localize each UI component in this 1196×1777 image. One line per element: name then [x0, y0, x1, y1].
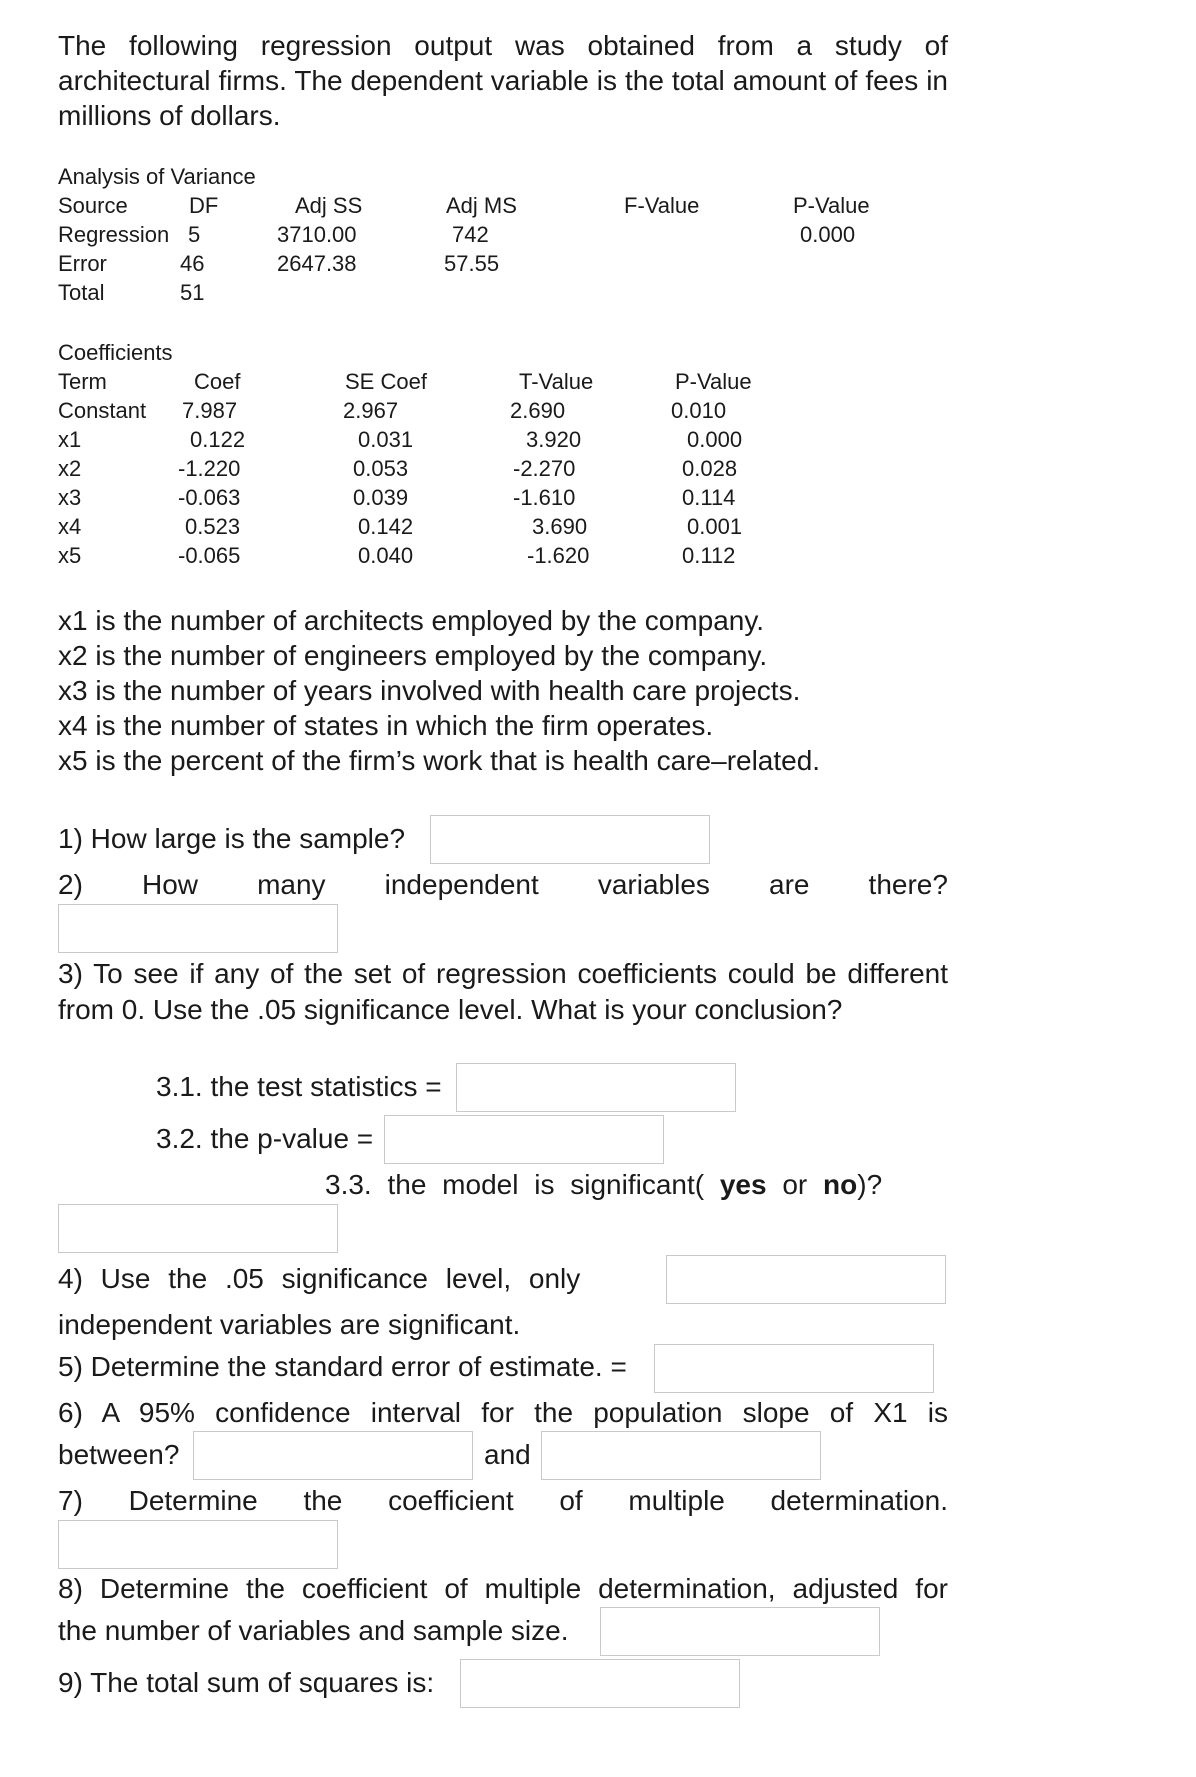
q7-word: determination. [770, 1485, 948, 1516]
answer-box-q3-2[interactable] [384, 1115, 664, 1164]
coef-row-t: 3.690 [532, 514, 588, 539]
anova-row-ss: 2647.38 [277, 251, 357, 276]
q2-word: independent [384, 869, 539, 900]
coef-row-coef: -0.063 [178, 485, 241, 510]
coef-row-coef: 7.987 [182, 398, 238, 423]
anova-title: Analysis of Variance [58, 164, 256, 189]
coef-row-p: 0.001 [687, 514, 743, 539]
q3-3-text: 3.3. the model is significant( [325, 1169, 705, 1200]
question-4-label [58, 1262, 640, 1296]
anova-row-source: Error [58, 251, 107, 276]
question-8-label: 8) Determine the coefficient of multiple determination, adjusted for [58, 1573, 948, 1604]
q2-word: 2) [58, 869, 83, 900]
anova-header-pvalue: P-Value [793, 193, 870, 218]
coef-row-p: 0.000 [687, 427, 743, 452]
coef-row-t: 2.690 [510, 398, 566, 423]
coef-row-t: 3.920 [526, 427, 582, 452]
anova-row-source: Total [58, 280, 105, 305]
coef-header-coef: Coef [194, 369, 241, 394]
answer-box-q1[interactable] [430, 815, 710, 864]
answer-box-q3-3[interactable] [58, 1204, 338, 1253]
question-3-2-label: 3.2. the p-value = [156, 1123, 374, 1154]
question-8-continuation: the number of variables and sample size. [58, 1615, 569, 1646]
question-4-continuation: independent variables are significant. [58, 1309, 521, 1340]
definition-line: x5 is the percent of the firm’s work that is health care–related. [58, 745, 821, 776]
anova-row-ms: 742 [452, 222, 489, 247]
coef-row-p: 0.114 [682, 485, 736, 510]
anova-row-source: Regression [58, 222, 170, 247]
anova-header-source: Source [58, 193, 128, 218]
definition-line: x2 is the number of engineers employed by the company. [58, 640, 768, 671]
question-2-label [58, 868, 948, 902]
coef-row-term: x5 [58, 543, 82, 568]
anova-header-adjms: Adj MS [446, 193, 517, 218]
q7-word: Determine [128, 1485, 258, 1516]
coef-row-term: x2 [58, 456, 82, 481]
question-3-1-label: 3.1. the test statistics = [156, 1071, 442, 1102]
answer-box-q4[interactable] [666, 1255, 946, 1304]
anova-header-fvalue: F-Value [624, 193, 700, 218]
anova-row-ms: 57.55 [444, 251, 500, 276]
definition-line: x4 is the number of states in which the firm operates. [58, 710, 714, 741]
q7-word: the [303, 1485, 343, 1516]
coef-row-term: Constant [58, 398, 147, 423]
coef-row-p: 0.010 [671, 398, 727, 423]
anova-header-adjss: Adj SS [295, 193, 363, 218]
anova-row-ss: 3710.00 [277, 222, 357, 247]
coef-row-term: x1 [58, 427, 82, 452]
q3-3-or: or [782, 1169, 808, 1200]
answer-box-q7[interactable] [58, 1520, 338, 1569]
definition-line: x1 is the number of architects employed by the company. [58, 605, 765, 636]
coef-row-p: 0.112 [682, 543, 736, 568]
answer-box-q8[interactable] [600, 1607, 880, 1656]
coef-header-secoef: SE Coef [345, 369, 427, 394]
q2-word: are [769, 869, 810, 900]
anova-row-df: 51 [180, 280, 205, 305]
coef-row-t: -1.610 [513, 485, 576, 510]
coef-row-coef: 0.523 [185, 514, 241, 539]
q7-word: coefficient [388, 1485, 514, 1516]
coef-header-term: Term [58, 369, 107, 394]
q2-word: many [257, 869, 326, 900]
question-1-label: 1) How large is the sample? [58, 823, 406, 854]
coef-row-se: 0.053 [353, 456, 409, 481]
question-9-label: 9) The total sum of squares is: [58, 1667, 435, 1698]
coef-row-coef: -1.220 [178, 456, 241, 481]
q2-word: variables [597, 869, 710, 900]
answer-box-q3-1[interactable] [456, 1063, 736, 1112]
intro-text: The following regression output was obtained from a study of architectural firms. The dependent variable is the total amount of fees in millions of dollars. [58, 30, 948, 131]
coef-row-t: -2.270 [513, 456, 576, 481]
coef-row-se: 0.031 [358, 427, 414, 452]
anova-row-df: 5 [188, 222, 201, 247]
answer-box-q6-upper[interactable] [541, 1431, 821, 1480]
coef-row-coef: -0.065 [178, 543, 241, 568]
coef-header-tvalue: T-Value [519, 369, 594, 394]
q7-word: of [559, 1485, 583, 1516]
q2-word: How [141, 869, 198, 900]
q3-3-yes: yes [719, 1169, 767, 1200]
q3-3-no: no [823, 1169, 858, 1200]
coef-row-se: 0.039 [353, 485, 409, 510]
q7-word: 7) [58, 1485, 83, 1516]
question-6-between: between? [58, 1439, 180, 1470]
answer-box-q2[interactable] [58, 904, 338, 953]
definition-line: x3 is the number of years involved with health care projects. [58, 675, 801, 706]
coef-row-se: 2.967 [343, 398, 399, 423]
question-3-3-label [325, 1168, 882, 1202]
question-6-label: 6) A 95% confidence interval for the population slope of X1 is [58, 1397, 948, 1428]
answer-box-q5[interactable] [654, 1344, 934, 1393]
answer-box-q9[interactable] [460, 1659, 740, 1708]
q2-word: there? [868, 869, 948, 900]
q3-3-end: )? [857, 1169, 883, 1200]
coef-row-se: 0.142 [358, 514, 414, 539]
coef-row-term: x3 [58, 485, 82, 510]
question-6-and: and [484, 1439, 531, 1470]
q4-text: 4) Use the .05 significance level, only [58, 1263, 581, 1294]
anova-row-df: 46 [180, 251, 205, 276]
coef-title: Coefficients [58, 340, 173, 365]
anova-header-df: DF [189, 193, 219, 218]
anova-row-p: 0.000 [800, 222, 856, 247]
coef-header-pvalue: P-Value [675, 369, 752, 394]
coef-row-se: 0.040 [358, 543, 414, 568]
coef-row-coef: 0.122 [190, 427, 246, 452]
coef-row-term: x4 [58, 514, 82, 539]
answer-box-q6-lower[interactable] [193, 1431, 473, 1480]
question-5-label: 5) Determine the standard error of estimate. = [58, 1351, 627, 1382]
coef-row-t: -1.620 [527, 543, 590, 568]
question-3-text: 3) To see if any of the set of regression coefficients could be different from 0. Use the .05 significance level. What is your conclusion? [58, 958, 948, 1025]
question-7-label [58, 1484, 948, 1518]
q7-word: multiple [628, 1485, 725, 1516]
coef-row-p: 0.028 [682, 456, 738, 481]
